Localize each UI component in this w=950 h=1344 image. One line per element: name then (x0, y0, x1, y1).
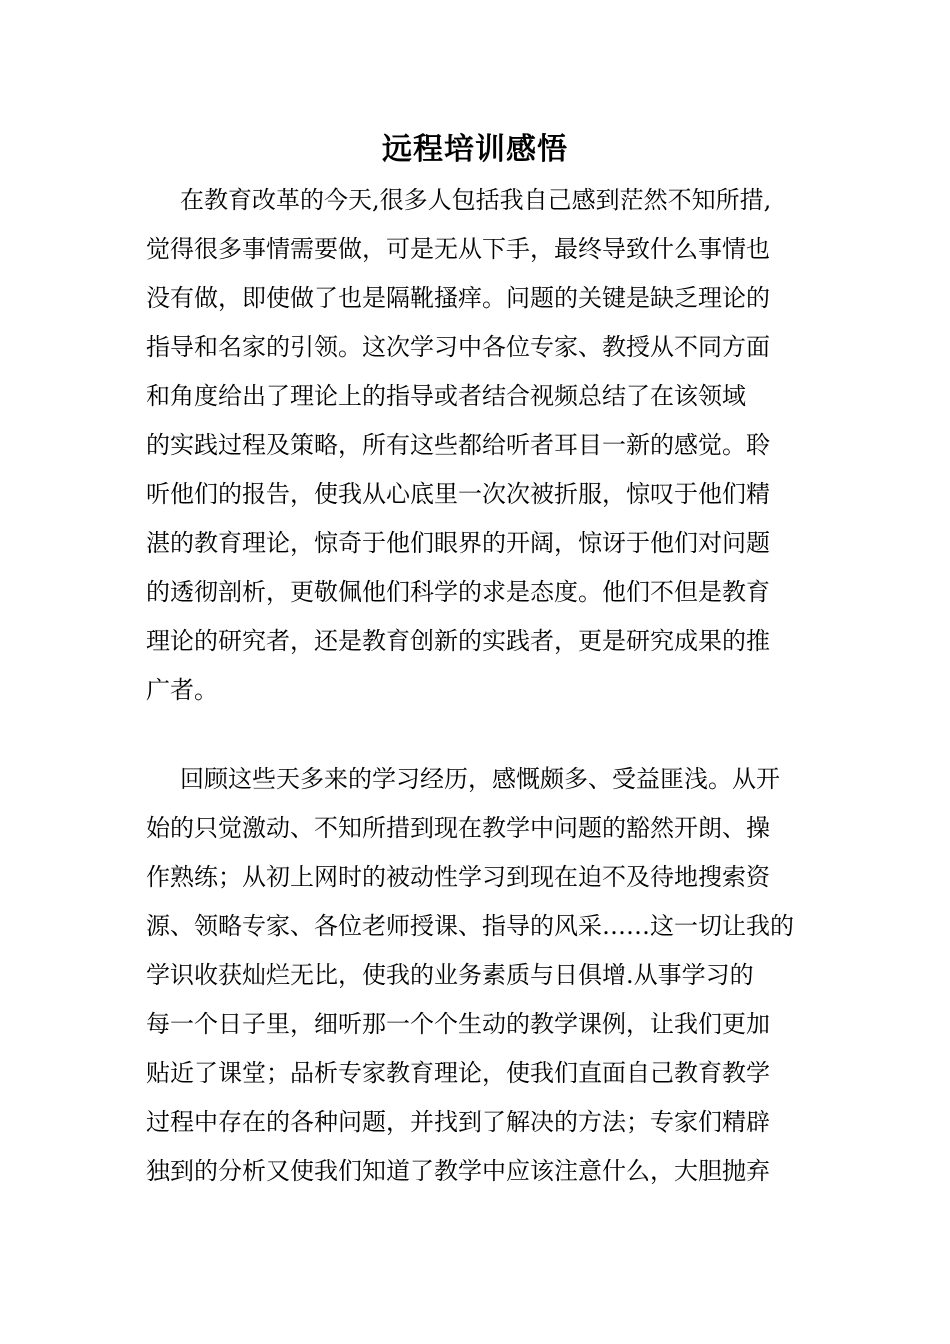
document-title: 远程培训感悟 (382, 132, 568, 167)
paragraph2-line-9: 独到的分析又使我们知道了教学中应该注意什么，大胆抛弃 (146, 1157, 770, 1185)
paragraph2-line-8: 过程中存在的各种问题，并找到了解决的方法；专家们精辟 (146, 1108, 770, 1136)
paragraph2-line-6: 每一个日子里，细听那一个个生动的教学课例，让我们更加 (146, 1010, 770, 1038)
paragraph1-line-1: 在教育改革的今天,很多人包括我自己感到茫然不知所措, (180, 186, 772, 214)
paragraph2-line-4: 源、领略专家、各位老师授课、指导的风采……这一切让我的 (146, 912, 794, 940)
paragraph2-line-7: 贴近了课堂；品析专家教育理论，使我们直面自己教育教学 (146, 1059, 770, 1087)
paragraph1-line-11: 广者。 (146, 676, 218, 704)
paragraph1-line-5: 和角度给出了理论上的指导或者结合视频总结了在该领域 (146, 382, 746, 410)
paragraph1-line-2: 觉得很多事情需要做，可是无从下手，最终导致什么事情也 (146, 235, 770, 263)
paragraph1-line-7: 听他们的报告，使我从心底里一次次被折服，惊叹于他们精 (146, 480, 770, 508)
paragraph1-line-3: 没有做，即使做了也是隔靴搔痒。问题的关键是缺乏理论的 (146, 284, 770, 312)
paragraph2-line-1: 回顾这些天多来的学习经历，感慨颇多、受益匪浅。从开 (180, 765, 780, 793)
paragraph2-line-3: 作熟练；从初上网时的被动性学习到现在迫不及待地搜索资 (146, 863, 770, 891)
paragraph1-line-9: 的透彻剖析，更敬佩他们科学的求是态度。他们不但是教育 (146, 578, 770, 606)
paragraph2-line-5: 学识收获灿烂无比，使我的业务素质与日俱增.从事学习的 (146, 961, 754, 989)
paragraph1-line-10: 理论的研究者，还是教育创新的实践者，更是研究成果的推 (146, 627, 770, 655)
paragraph1-line-4: 指导和名家的引领。这次学习中各位专家、教授从不同方面 (146, 333, 770, 361)
paragraph2-line-2: 始的只觉激动、不知所措到现在教学中问题的豁然开朗、操 (146, 814, 770, 842)
paragraph1-line-6: 的实践过程及策略，所有这些都给听者耳目一新的感觉。聆 (146, 431, 770, 459)
paragraph1-line-8: 湛的教育理论，惊奇于他们眼界的开阔，惊讶于他们对问题 (146, 529, 770, 557)
